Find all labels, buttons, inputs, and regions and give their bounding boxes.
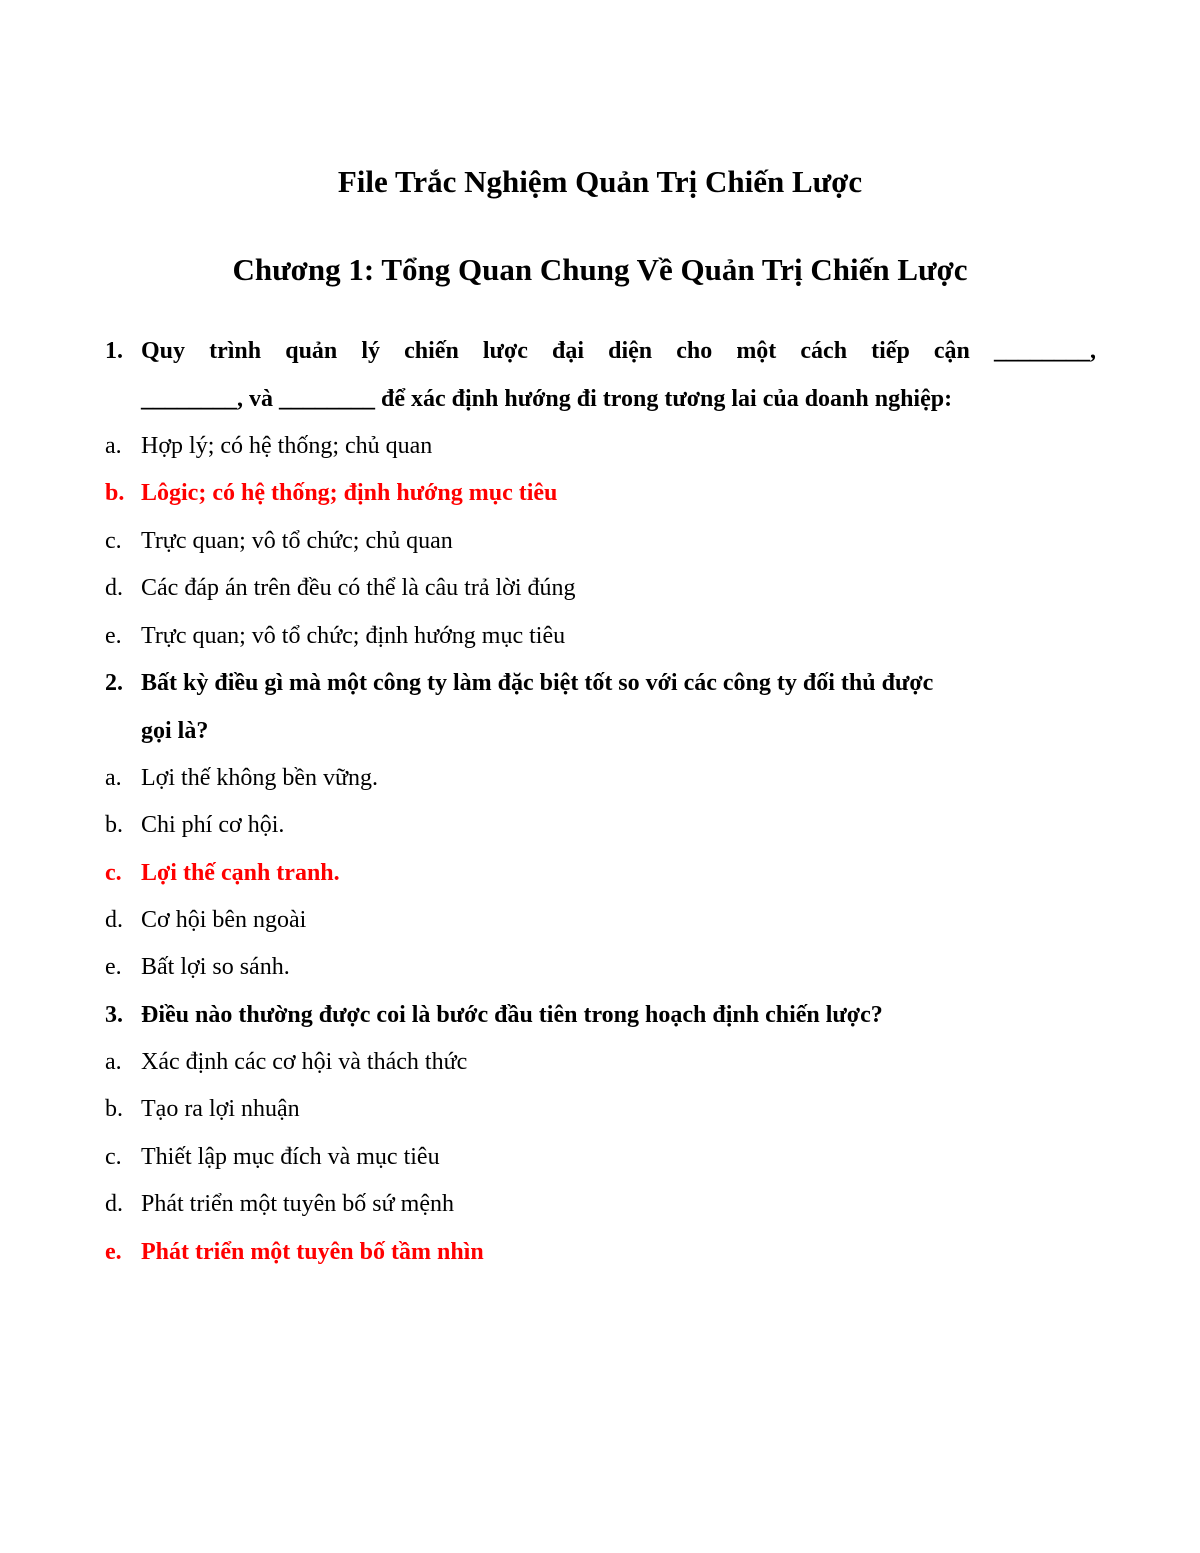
option-text: Phát triển một tuyên bố tầm nhìn bbox=[141, 1239, 484, 1265]
option-text: Trực quan; vô tổ chức; định hướng mục tiêu bbox=[141, 623, 566, 649]
question-2-text-line-2: gọi là? bbox=[141, 718, 209, 744]
option-text: Lợi thế cạnh tranh. bbox=[141, 860, 340, 886]
question-1-text-line-1 bbox=[141, 335, 1096, 367]
question-1-text-line-2: ________, và ________ để xác định hướng đi trong tương lai của doanh nghiệp: bbox=[141, 386, 953, 412]
question-1-word: cho bbox=[676, 338, 713, 364]
question-3-text-line-1: Điều nào thường được coi là bước đầu tiên trong hoạch định chiến lược? bbox=[141, 1002, 883, 1028]
question-1-word: đại bbox=[552, 338, 585, 364]
option-marker: d. bbox=[105, 575, 123, 601]
question-3-number: 3. bbox=[105, 1002, 123, 1028]
question-1-word: cận bbox=[933, 338, 970, 364]
option-marker: e. bbox=[105, 954, 122, 980]
option-marker: d. bbox=[105, 907, 123, 933]
question-2-text-line-1: Bất kỳ điều gì mà một công ty làm đặc biệt tốt so với các công ty đối thủ được bbox=[141, 670, 934, 696]
question-1-number: 1. bbox=[105, 338, 123, 364]
question-1-word: quản bbox=[285, 338, 338, 364]
question-1-word: trình bbox=[209, 338, 262, 364]
option-text: Thiết lập mục đích và mục tiêu bbox=[141, 1144, 440, 1170]
question-1-word: chiến bbox=[404, 338, 459, 364]
option-marker: d. bbox=[105, 1191, 123, 1217]
option-text: Hợp lý; có hệ thống; chủ quan bbox=[141, 433, 433, 459]
question-1-word: Quy bbox=[141, 338, 186, 364]
option-marker: e. bbox=[105, 1239, 122, 1265]
option-marker: b. bbox=[105, 480, 125, 506]
option-marker: c. bbox=[105, 1144, 122, 1170]
question-1-word: diện bbox=[608, 338, 653, 364]
option-marker: a. bbox=[105, 1049, 122, 1075]
question-1-word: tiếp bbox=[871, 338, 910, 364]
option-text: Tạo ra lợi nhuận bbox=[141, 1096, 300, 1122]
option-text: Lôgic; có hệ thống; định hướng mục tiêu bbox=[141, 480, 558, 506]
question-1-word: lược bbox=[482, 338, 528, 364]
question-2-number: 2. bbox=[105, 670, 123, 696]
option-text: Các đáp án trên đều có thể là câu trả lời đúng bbox=[141, 575, 576, 601]
option-text: Bất lợi so sánh. bbox=[141, 954, 290, 980]
option-text: Trực quan; vô tổ chức; chủ quan bbox=[141, 528, 453, 554]
option-marker: c. bbox=[105, 528, 122, 554]
option-text: Lợi thế không bền vững. bbox=[141, 765, 378, 791]
option-text: Xác định các cơ hội và thách thức bbox=[141, 1049, 468, 1075]
option-marker: a. bbox=[105, 433, 122, 459]
question-1-word: một bbox=[736, 338, 777, 364]
document-title: File Trắc Nghiệm Quản Trị Chiến Lược bbox=[337, 164, 863, 199]
option-marker: b. bbox=[105, 1096, 123, 1122]
option-marker: b. bbox=[105, 812, 123, 838]
question-1-word: ________, bbox=[994, 338, 1096, 364]
option-text: Cơ hội bên ngoài bbox=[141, 907, 307, 933]
chapter-title: Chương 1: Tổng Quan Chung Về Quản Trị Chiến Lược bbox=[232, 252, 968, 287]
option-marker: a. bbox=[105, 765, 122, 791]
option-text: Chi phí cơ hội. bbox=[141, 812, 285, 838]
option-text: Phát triển một tuyên bố sứ mệnh bbox=[141, 1191, 454, 1217]
question-1-word: lý bbox=[361, 338, 381, 364]
question-1-word: cách bbox=[800, 338, 848, 364]
option-marker: c. bbox=[105, 860, 122, 886]
option-marker: e. bbox=[105, 623, 122, 649]
